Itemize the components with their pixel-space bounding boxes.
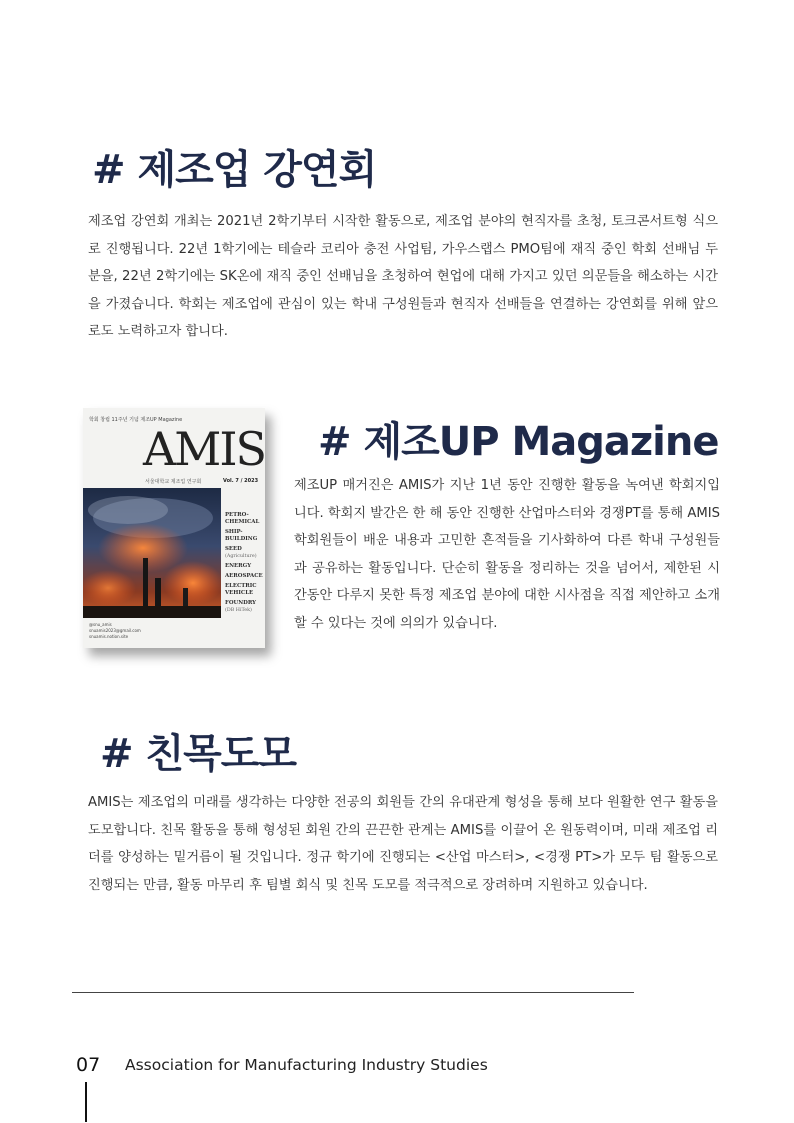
footer-divider xyxy=(72,992,634,993)
cover-topic: ELECTRIC VEHICLE xyxy=(225,583,257,596)
cover-volume: Vol. 7 / 2023 xyxy=(223,478,259,484)
cover-contacts xyxy=(89,622,141,640)
cover-topic: ENERGY xyxy=(225,563,252,569)
cover-topic: SEED xyxy=(225,546,242,552)
cover-contact-email: snuamis2023@gmail.com xyxy=(89,628,141,633)
footer-org-name: Association for Manufacturing Industry Studies xyxy=(125,1056,488,1074)
cover-topic: PETRO-CHEMICAL xyxy=(225,512,260,525)
cover-contact-site: snuamis.notion.site xyxy=(89,634,129,639)
cover-subtitle: 서울대학교 제조업 연구회 xyxy=(145,479,202,485)
cover-topic: AEROSPACE xyxy=(225,573,263,579)
magazine-cover-image xyxy=(83,408,265,648)
section-body-networking: AMIS는 제조업의 미래를 생각하는 다양한 전공의 회원들 간의 유대관계 형성을 통해 보다 원활한 연구 활동을 도모합니다. 친목 활동을 통해 형성된 회원 간의 끈끈한 관계는 AMIS를 이끌어 온 원동력이며, 미래 제조업 리더를 양성하는 밑거름이 될 것입니다. 정규 학기에 진행되는 <산업 마스터>, <경쟁 PT>가 모두 팀 활동으로 진행되는 만큼, 활동 마무리 후 팀별 회식 및 친목 도모를 적극적으로 장려하며 지원하고 있습니다. xyxy=(88,795,718,893)
section-heading-lecture: # 제조업 강연회 xyxy=(92,147,377,193)
cover-topic: SHIP-BUILDING xyxy=(225,529,258,542)
cover-topic-note: (DB HiTek) xyxy=(225,608,252,613)
section-body-magazine: 제조UP 매거진은 AMIS가 지난 1년 동안 진행한 활동을 녹여낸 학회지입니다. 학회지 발간은 한 해 동안 진행한 산업마스터와 경쟁PT를 통해 AMIS 학회원들이 배운 내용과 고민한 흔적들을 기사화하여 다른 학내 구성원들과 공유하는 활동입니다. 단순히 활동을 정리하는 것을 넘어서, 제한된 시간동안 다루지 못한 특정 제조업 분야에 대한 시사점을 직접 제안하고 소개할 수 있다는 것에 의의가 있습니다. xyxy=(294,478,720,631)
footer-accent-bar xyxy=(85,1082,87,1122)
cover-contact-instagram: @snu_amis xyxy=(89,622,112,627)
cover-topic: FOUNDRY xyxy=(225,600,256,606)
cover-top-text: 학회 창립 11주년 기념 제조UP Magazine xyxy=(89,417,183,423)
industrial-smokestack-photo xyxy=(83,488,221,618)
cover-topic-list xyxy=(225,512,265,617)
cover-topic-note: (Agriculture) xyxy=(225,554,257,559)
page-number: 07 xyxy=(76,1054,101,1076)
cover-title: AMIS xyxy=(143,422,265,476)
section-heading-networking: # 친목도모 xyxy=(100,731,297,777)
section-body-lecture: 제조업 강연회 개최는 2021년 2학기부터 시작한 활동으로, 제조업 분야의 현직자를 초청, 토크콘서트형 식으로 진행됩니다. 22년 1학기에는 테슬라 코리아 충전 사업팀, 가우스랩스 PMO팀에 재직 중인 학회 선배님 두 분을, 22년 2학기에는 SK온에 재직 중인 선배님을 초청하여 현업에 대해 가지고 있던 의문들을 해소하는 시간을 가졌습니다. 학회는 제조업에 관심이 있는 학내 구성원들과 현직자 선배들을 연결하는 강연회를 위해 앞으로도 노력하고자 합니다. xyxy=(88,214,718,340)
section-heading-magazine: # 제조UP Magazine xyxy=(318,419,719,465)
